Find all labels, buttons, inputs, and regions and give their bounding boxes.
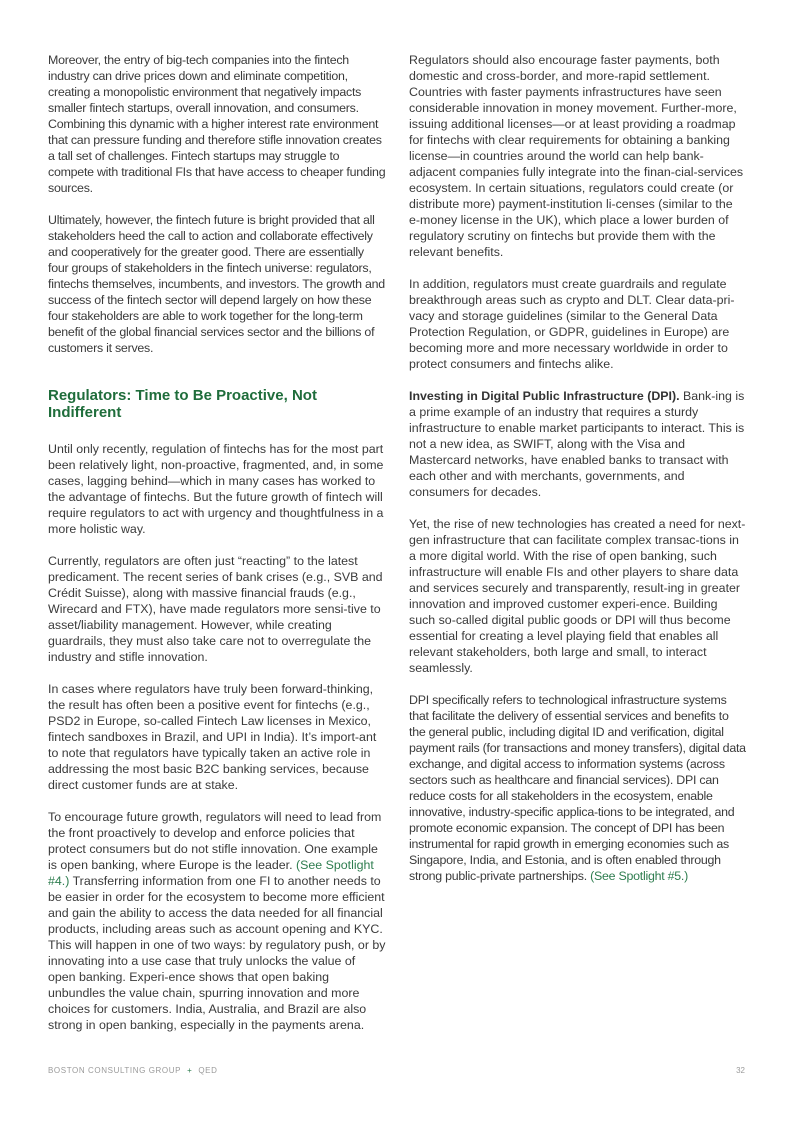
left-column xyxy=(48,52,386,1033)
paragraph-future-growth-text-b: Transferring information from one FI to another needs to be easier in order for the ecosystem to become more efficient and gain the ability to access the data needed for all financial products, including areas such as account opening and KYC. This will happen in one of two ways: by regulatory push, or by innovating into a use case that truly unlocks the value of open banking. Experi-ence shows that open baking unbundles the value chain, spurring innovation and more choices for customers. India, Australia, and Brazil are also strong in open banking, especially in the payments arena. xyxy=(48,874,386,1032)
paragraph-dpi-definition-text: DPI specifically refers to technological infrastructure systems that facilitate the delivery of essential services and benefits to the general public, including digital ID and verification, digital payment rails (for transactions and money transfers), digital data exchange, and digital access to information systems (across sectors such as healthcare and financial services). DPI can reduce costs for all stakeholders in the ecosystem, enable innovative, industry-specific applica-tions to be integrated, and promote economic expansion. The concept of DPI has been instrumental for rapid growth in emerging economies such as Singapore, India, and Estonia, and is often enabled through strong public-private partnerships. xyxy=(409,693,746,883)
dpi-subheading: Investing in Digital Public Infrastructure (DPI). xyxy=(409,389,680,403)
paragraph-bigtech: Moreover, the entry of big-tech companies into the fintech industry can drive prices down and eliminate competition, creating a monopolistic environment that negatively impacts smaller fintech startups, overall innovation, and consumers. Combining this dynamic with a higher interest rate environment that can pressure funding and therefore stifle innovation creates a tall set of challenges. Fintech startups may struggle to compete with traditional FIs that have access to cheaper funding sources. xyxy=(48,53,386,195)
spotlight-4-link[interactable]: (See Spotlight #4.) xyxy=(48,858,374,888)
paragraph-regulation-history: Until only recently, regulation of fintechs has for the most part been relatively light, non-proactive, fragmented, and, in some cases, lagging behind—which in many cases has worked to the advantage of fintechs. But the future growth of fintech will require regulators to act with urgency and thoughtfulness in a more holistic way. xyxy=(48,442,384,536)
footer-partner-name: QED xyxy=(198,1066,218,1075)
paragraph-future-growth-text-a: To encourage future growth, regulators will need to lead from the front proactively to develop and enforce policies that protect consumers but do not stifle innovation. One example is open banking, where Europe is the leader. xyxy=(48,810,382,872)
paragraph-dpi-intro-text: Bank-ing is a prime example of an industry that requires a sturdy infrastructure to enable market participants to interact. This is not a new idea, as SWIFT, along with the Visa and Mastercard networks, have enabled banks to transact with each other and with merchants, governments, and consumers for decades. xyxy=(409,389,745,499)
paragraph-faster-payments: Regulators should also encourage faster payments, both domestic and cross-border, and more-rapid settlement. Countries with faster payments infrastructures have seen considerable innovation in money movement. Further-more, issuing additional licenses—or at least providing a roadmap for fintechs with clear requirements for obtaining a banking license—in countries around the world can help bank-adjacent companies fully integrate into the finan-cial-services ecosystem. In certain situations, regulators could create (or distribute more) payment-institution li-censes (similar to the e-money license in the UK), which place a lower burden of regulatory scrutiny on fintechs but provide them with the relevant benefits. xyxy=(409,53,744,259)
paragraph-future-growth xyxy=(48,809,386,1033)
right-column xyxy=(409,52,747,884)
paragraph-forward-thinking: In cases where regulators have truly been forward-thinking, the result has often been a positive event for fintechs (e.g., PSD2 in Europe, so-called Fintech Law licenses in Mexico, fintech sandboxes in Brazil, and UPI in India). It’s import-ant to note that regulators have typically taken an active role in addressing the most basic B2C banking services, because direct customer funds are at stake. xyxy=(48,682,377,792)
footer-branding xyxy=(48,1066,218,1075)
paragraph-reacting: Currently, regulators are often just “reacting” to the latest predicament. The recent series of bank crises (e.g., SVB and Crédit Suisse), along with massive financial frauds (e.g., Wirecard and FTX), have made regulators more sensi-tive to asset/liability management. However, while creating guardrails, they must also take care not to overregulate the industry and stifle innovation. xyxy=(48,554,383,664)
paragraph-next-gen-infrastructure: Yet, the rise of new technologies has created a need for next-gen infrastructure that can facilitate complex transac-tions in a more digital world. With the rise of open banking, such infrastructure will enable FIs and other players to share data and services securely and transparently, result-ing in greater innovation and improved customer experi-ence. Building such so-called digital public goods or DPI will thus become essential for creating a level playing field that enables all relevant stakeholders, both large and small, to interact seamlessly. xyxy=(409,517,746,675)
page-number: 32 xyxy=(736,1066,745,1075)
footer-org-name: BOSTON CONSULTING GROUP xyxy=(48,1066,182,1075)
footer-separator: + xyxy=(187,1066,193,1075)
paragraph-dpi-intro xyxy=(409,388,747,500)
section-heading-regulators: Regulators: Time to Be Proactive, Not Indifferent xyxy=(48,387,317,421)
paragraph-dpi-definition xyxy=(409,692,747,884)
paragraph-stakeholders: Ultimately, however, the fintech future is bright provided that all stakeholders heed the call to action and collaborate effectively and cooperatively for the greater good. There are essentially four groups of stakeholders in the fintech universe: regulators, fintechs themselves, incumbents, and investors. The growth and success of the fintech sector will depend largely on how these four stakeholders are able to work together for the long-term benefit of the global financial services sector and the billions of customers it serves. xyxy=(48,213,385,355)
paragraph-guardrails: In addition, regulators must create guardrails and regulate breakthrough areas such as crypto and DLT. Clear data-pri-vacy and storage guidelines (similar to the General Data Protection Regulation, or GDPR, guidelines in Europe) are becoming more and more necessary worldwide in order to protect consumers and fintechs alike. xyxy=(409,277,735,371)
spotlight-5-link[interactable]: (See Spotlight #5.) xyxy=(590,869,688,883)
